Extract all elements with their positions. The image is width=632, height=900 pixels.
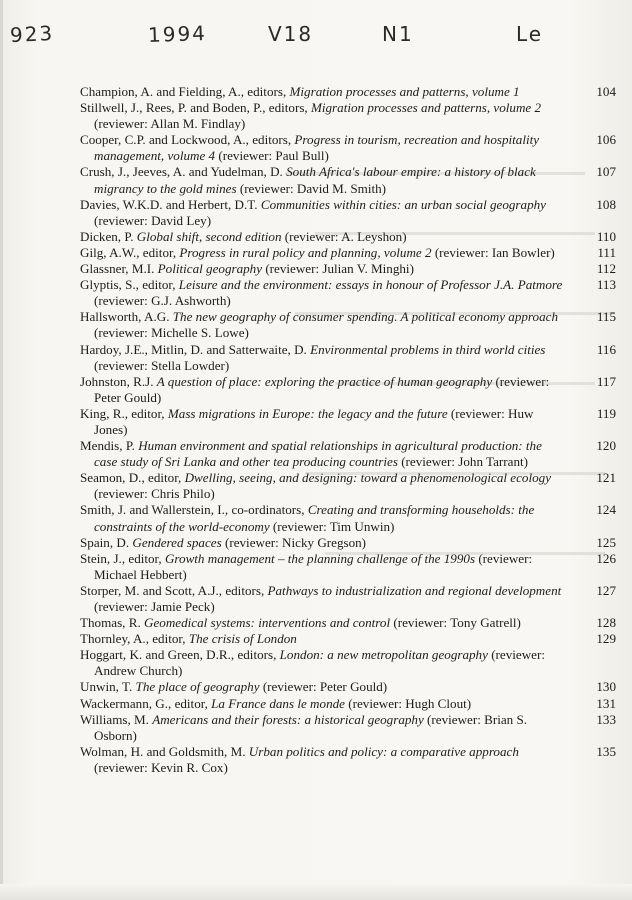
entry-book-title: Human environment and spatial relationships in agricultural production: the case study of Sri Lanka and other tea producing countries [94,438,542,470]
entry-book-title: Progress in rural policy and planning, volume 2 [179,244,432,260]
entry-reviewer: (reviewer: David Ley) [94,212,212,228]
review-entry [80,84,616,100]
entry-author: Williams, M. [80,711,153,727]
entry-reviewer: (reviewer: Hugh Clout) [344,695,472,711]
entry-citation [80,583,566,615]
entry-page-number: 127 [596,582,616,598]
entry-citation [80,615,566,631]
handwritten-note: N1 [382,22,414,46]
review-entry [80,551,616,583]
entry-page-number: 126 [596,550,616,566]
review-entry [80,374,616,406]
entry-reviewer: (reviewer: David M. Smith) [236,180,387,196]
entry-book-title: Americans and their forests: a historical geography [152,711,424,727]
review-entry [80,245,616,261]
review-entry [80,100,616,132]
review-entry [80,406,616,438]
review-entry [80,164,616,196]
entry-reviewer: (reviewer: Andrew Church) [94,647,545,679]
entry-citation [80,712,566,744]
entry-book-title: Growth management – the planning challenge of the 1990s [164,550,476,566]
entry-author: Wackermann, G., editor, [80,695,212,711]
entry-author: Spain, D. [80,534,133,550]
entry-page-number: 110 [596,228,616,244]
entry-citation [80,502,566,534]
handwritten-note: 923 [9,20,55,48]
entry-book-title: Political geography [157,261,263,277]
review-entry [80,696,616,712]
review-entry [80,679,616,695]
entry-page-number: 111 [597,244,616,260]
entry-page-number: 125 [596,534,616,550]
entry-author: Davies, W.K.D. and Herbert, D.T. [80,196,261,212]
entry-book-title: Progress in tourism, recreation and hospitality management, volume 4 [94,132,540,164]
review-entry [80,583,616,615]
entry-citation [80,744,566,776]
review-entry [80,744,616,776]
entry-reviewer: (reviewer: Allan M. Findlay) [94,116,246,132]
entry-citation [80,631,566,647]
entry-author: Crush, J., Jeeves, A. and Yudelman, D. [80,164,287,180]
review-entry [80,132,616,164]
entry-page-number: 131 [596,695,616,711]
entry-page-number: 106 [596,132,616,148]
entry-reviewer: (reviewer: Chris Philo) [94,486,215,502]
entry-reviewer: (reviewer: John Tarrant) [397,454,529,470]
entry-reviewer: (reviewer: Huw Jones) [94,405,534,437]
entry-citation [80,406,566,438]
review-entry [80,309,616,341]
entry-book-title: Mass migrations in Europe: the legacy and the future [167,405,448,421]
entry-author: Smith, J. and Wallerstein, I., co-ordinators, [80,502,308,518]
entry-page-number: 116 [596,341,616,357]
entry-book-title: Migration processes and patterns, volume 1 [289,84,520,99]
entry-book-title: Global shift, second edition [136,228,282,244]
entry-book-title: London: a new metropolitan geography [279,647,488,663]
entry-citation [80,229,566,245]
entry-page-number: 115 [596,309,616,325]
entry-author: Stillwell, J., Rees, P. and Boden, P., editors, [80,100,311,116]
review-entry [80,631,616,647]
entry-author: Hoggart, K. and Green, D.R., editors, [80,647,280,663]
entry-citation [80,164,566,196]
entry-reviewer: (reviewer: Ian Bowler) [431,244,555,260]
review-entry [80,277,616,309]
entry-reviewer: (reviewer: Paul Bull) [215,148,329,164]
entry-citation [80,342,566,374]
entry-page-number: 108 [596,196,616,212]
entry-citation [80,261,566,277]
entry-reviewer: (reviewer: G.J. Ashworth) [94,293,231,309]
entry-citation [80,100,566,132]
entry-author: Storper, M. and Scott, A.J., editors, [80,582,268,598]
entry-reviewer: (reviewer: Michael Hebbert) [94,550,533,582]
entry-author: Johnston, R.J. [80,373,157,389]
entry-citation [80,84,566,100]
review-entry [80,261,616,277]
entry-book-title: Gendered spaces [132,534,222,550]
entry-citation [80,470,566,502]
entry-reviewer: (reviewer: Brian S. Osborn) [94,711,528,743]
entry-reviewer: (reviewer: Tim Unwin) [269,518,395,534]
entry-author: Gilg, A.W., editor, [80,244,180,260]
entry-reviewer: (reviewer: Kevin R. Cox) [94,759,228,775]
handwritten-note: 1994 [147,20,208,48]
entry-book-title: Dwelling, seeing, and designing: toward a phenomenological ecology [184,470,552,486]
entry-author: Glassner, M.I. [80,261,158,277]
handwritten-note: V18 [268,22,314,46]
review-entry [80,197,616,229]
review-entry [80,342,616,374]
entry-reviewer: (reviewer: Stella Lowder) [94,357,230,373]
entry-page-number: 124 [596,502,616,518]
entry-reviewer: (reviewer: Michelle S. Lowe) [94,325,249,341]
entry-author: Unwin, T. [80,679,136,695]
entry-book-title: Leisure and the environment: essays in honour of Professor J.A. Patmore [178,277,563,293]
review-entry [80,502,616,534]
entry-book-title: Geomedical systems: interventions and control [144,615,391,631]
entry-page-number: 121 [596,470,616,486]
entry-book-title: Urban politics and policy: a comparative approach [248,743,519,759]
entry-citation [80,679,566,695]
entry-citation [80,696,566,712]
entry-book-title: Communities within cities: an urban social geography [260,196,546,212]
entry-page-number: 112 [596,261,616,277]
handwritten-note: Le [516,22,544,46]
entry-reviewer: (reviewer: Jamie Peck) [94,599,215,614]
entry-citation [80,132,566,164]
entry-book-title: Creating and transforming households: the constraints of the world-economy [94,502,535,534]
entry-author: Seamon, D., editor, [80,470,185,486]
entry-reviewer: (reviewer: Tony Gatrell) [390,615,521,631]
review-entry [80,615,616,631]
entry-author: Thomas, R. [80,615,145,631]
entry-citation [80,197,566,229]
entry-book-title: The new geography of consumer spending. A political economy approach [172,309,558,325]
entry-page-number: 135 [596,743,616,759]
entry-author: Thornley, A., editor, [80,631,189,647]
entry-book-title: The place of geography [135,679,260,695]
entry-author: Mendis, P. [80,438,139,454]
entry-author: Dicken, P. [80,228,137,244]
entry-page-number: 104 [596,84,616,99]
entry-page-number: 133 [596,711,616,727]
entry-author: Hallsworth, A.G. [80,309,173,325]
handwritten-catalog-notes [0,14,632,54]
review-entry [80,470,616,502]
entry-author: Glyptis, S., editor, [80,277,179,293]
entry-reviewer: (reviewer: Peter Gould) [259,679,388,695]
entry-book-title: Migration processes and patterns, volume 2 [310,100,542,116]
entry-citation [80,438,566,470]
entry-author: King, R., editor, [80,405,168,421]
entry-page-number: 107 [596,164,616,180]
entry-citation [80,647,566,679]
entry-citation [80,277,566,309]
entry-book-title: Environmental problems in third world cities [310,341,546,357]
entry-reviewer: (reviewer: Peter Gould) [94,373,550,405]
entry-book-title: A question of place: exploring the practice of human geography [156,373,493,389]
review-entry [80,438,616,470]
entry-page-number: 113 [596,277,616,293]
entry-citation [80,374,566,406]
entry-reviewer: (reviewer: Julian V. Minghi) [262,261,414,277]
review-entry [80,712,616,744]
entry-author: Wolman, H. and Goldsmith, M. [80,743,249,759]
entry-author: Hardoy, J.E., Mitlin, D. and Satterwaite, D. [80,341,311,357]
review-entry [80,647,616,679]
entry-book-title: South Africa's labour empire: a history of black migrancy to the gold mines [94,164,536,196]
entry-citation [80,535,566,551]
entry-page-number: 130 [596,679,616,695]
review-entry [80,229,616,245]
entry-page-number: 119 [596,405,616,421]
page-left-edge [0,0,3,900]
entry-author: Stein, J., editor, [80,550,165,566]
entry-page-number: 117 [596,373,616,389]
entry-reviewer: (reviewer: Nicky Gregson) [221,534,367,550]
entry-page-number: 128 [596,615,616,631]
entry-citation [80,245,566,261]
entry-page-number: 129 [596,631,616,647]
page-bottom-edge [0,884,632,900]
entry-author: Champion, A. and Fielding, A., editors, [80,84,290,99]
review-entry [80,535,616,551]
entry-citation [80,551,566,583]
book-review-index [80,84,616,776]
entry-reviewer: (reviewer: A. Leyshon) [281,228,407,244]
entry-page-number: 120 [596,438,616,454]
entry-book-title: The crisis of London [188,631,297,647]
entry-book-title: La France dans le monde [211,695,345,711]
entry-book-title: Pathways to industrialization and regional development [267,582,562,598]
entry-citation [80,309,566,341]
entry-author: Cooper, C.P. and Lockwood, A., editors, [80,132,295,148]
